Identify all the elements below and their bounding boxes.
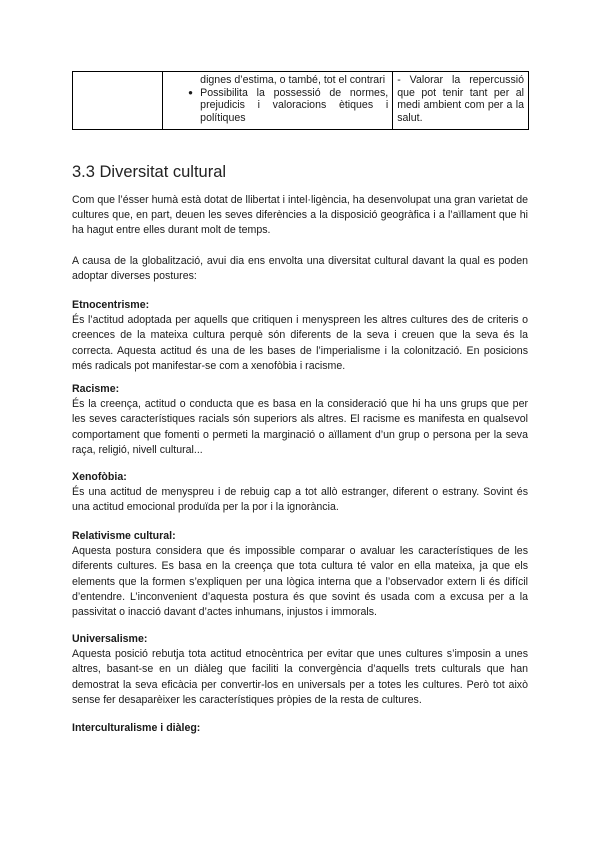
table-cell-middle (163, 72, 393, 130)
values-table-fragment (72, 71, 529, 130)
list-item: ● Possibilita la possessió de normes, prejudicis i valoracions ètiques i polítiques (200, 87, 388, 125)
section-text: Aquesta posició rebutja tota actitud etnocèntrica per evitar que unes cultures s’imposin a unes altres, basant-se en un diàleg que faciliti la convergència d’aquells trets culturals que han demostrat la seva eficàcia per convertir-los en universals per a totes les cultures. Però tot això sense fer desaparèixer les característiques pròpies de la resta de cultures. (72, 648, 528, 706)
bullet-list (167, 87, 388, 125)
section-universalisme (72, 632, 528, 708)
table-cell-right: - Valorar la repercussió que pot tenir tant per al medi ambient com per a la salut. (393, 72, 529, 130)
table-row (73, 72, 529, 130)
section-relativisme (72, 529, 528, 620)
section-text: Aquesta postura considera que és impossible comparar o avaluar les característiques de les diferents cultures. Es basa en la creença que tota cultura té valor en ella mateixa, ja que els elements que la formen s’expliquen per una lògica interna que a l’observador extern li és difícil d’entendre. L’inconvenient d’aquesta postura és que sovint és usada com a excusa per a la passivitat o inacció davant d’actes inhumans, injustos i immorals. (72, 545, 528, 619)
section-title: 3.3 Diversitat cultural (72, 163, 227, 181)
intro-paragraph-2: A causa de la globalització, avui dia ens envolta una diversitat cultural davant la qual es poden adoptar diverses postures: (72, 255, 528, 283)
table-cell-text: dignes d’estima, o també, tot el contrari (200, 74, 386, 86)
section-heading: Etnocentrisme: (72, 299, 150, 311)
section-heading: Racisme: (72, 383, 120, 395)
section-heading: Universalisme: (72, 633, 148, 645)
section-heading: Xenofòbia: (72, 471, 127, 483)
section-etnocentrisme (72, 298, 528, 374)
section-text: És l’actitud adoptada per aquells que critiquen i menyspreen les altres cultures des de criteris o creences de la mateixa cultura perquè són diferents de la seva i creuen que la seva és la correcta. Aquesta actitud és una de les bases de l’imperialisme i la colonització. En posicions més radicals pot manifestar-se com a xenofòbia i racisme. (72, 314, 528, 372)
intro-paragraph-1: Com que l’ésser humà està dotat de llibertat i intel·ligència, ha desenvolupat una gran varietat de cultures que, en part, deuen les seves diferències a la disposició geogràfica i a l’aïllament que hi ha hagut entre elles durant molt de temps. (72, 194, 528, 237)
table-cell-empty (73, 72, 163, 130)
section-text: És una actitud de menyspreu i de rebuig cap a tot allò estranger, diferent o estrany. Sovint és una actitud emocional produïda per la por i la ignorància. (72, 486, 528, 514)
section-heading: Relativisme cultural: (72, 530, 176, 542)
section-racisme (72, 382, 528, 458)
section-text: És la creença, actitud o conducta que es basa en la consideració que hi ha uns grups que per les seves característiques racials són superiors als altres. El racisme es manifesta en qualsevol comportament que fomenti o permeti la marginació o aïllament d’un grup o persona per la seva raça, religió, nivell cultural... (72, 398, 528, 456)
section-heading: Interculturalisme i diàleg: (72, 722, 201, 734)
section-interculturalisme (72, 721, 528, 736)
section-xenofobia (72, 470, 528, 516)
